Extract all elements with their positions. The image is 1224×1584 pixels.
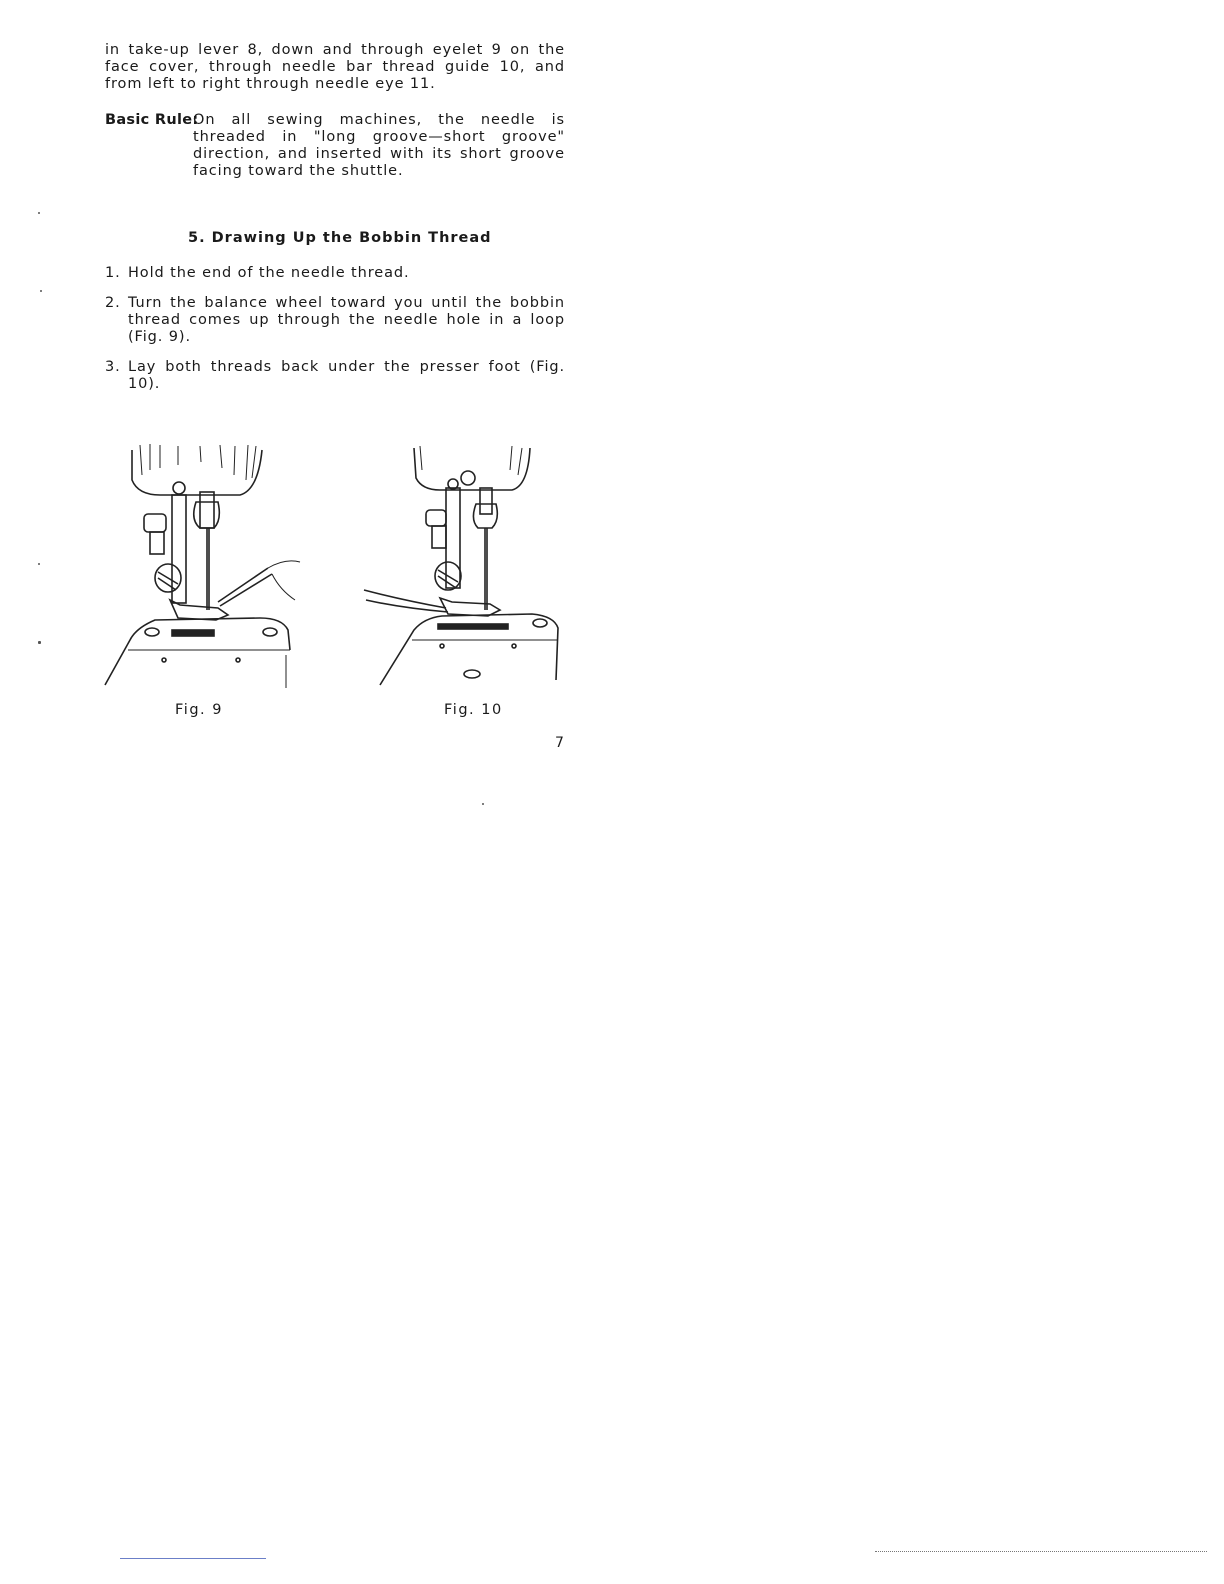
step-number: 3. <box>105 359 121 375</box>
step-text: Lay both threads back under the presser foot (Fig. 10). <box>128 359 565 392</box>
page-number: 7 <box>555 735 564 751</box>
basic-rule-text: On all sewing machines, the needle is threaded in "long groove—short groove" direction, and inserted with its short groove facing toward the shuttle. <box>193 112 565 179</box>
scan-speck <box>40 290 42 292</box>
step-text: Turn the balance wheel toward you until the bobbin thread comes up through the needle hole in a loop (Fig. 9). <box>128 295 565 345</box>
scan-speck <box>38 641 41 644</box>
figure-10-illustration <box>362 440 567 690</box>
figure-9-illustration <box>100 440 310 690</box>
basic-rule-label: Basic Rule: <box>105 112 199 128</box>
scan-edge-line <box>120 1558 266 1559</box>
step-number: 1. <box>105 265 121 281</box>
scan-speck <box>482 803 484 805</box>
intro-paragraph: in take-up lever 8, down and through eyelet 9 on the face cover, through needle bar thread guide 10, and from left to right through needle eye 11. <box>105 42 565 92</box>
scan-speck <box>38 212 40 214</box>
section-heading: 5. Drawing Up the Bobbin Thread <box>188 230 492 246</box>
step-number: 2. <box>105 295 121 311</box>
figure-10-caption: Fig. 10 <box>444 702 503 718</box>
scan-edge-line <box>875 1551 1207 1552</box>
figure-9-caption: Fig. 9 <box>175 702 223 718</box>
step-text: Hold the end of the needle thread. <box>128 265 410 281</box>
scan-speck <box>38 563 40 565</box>
